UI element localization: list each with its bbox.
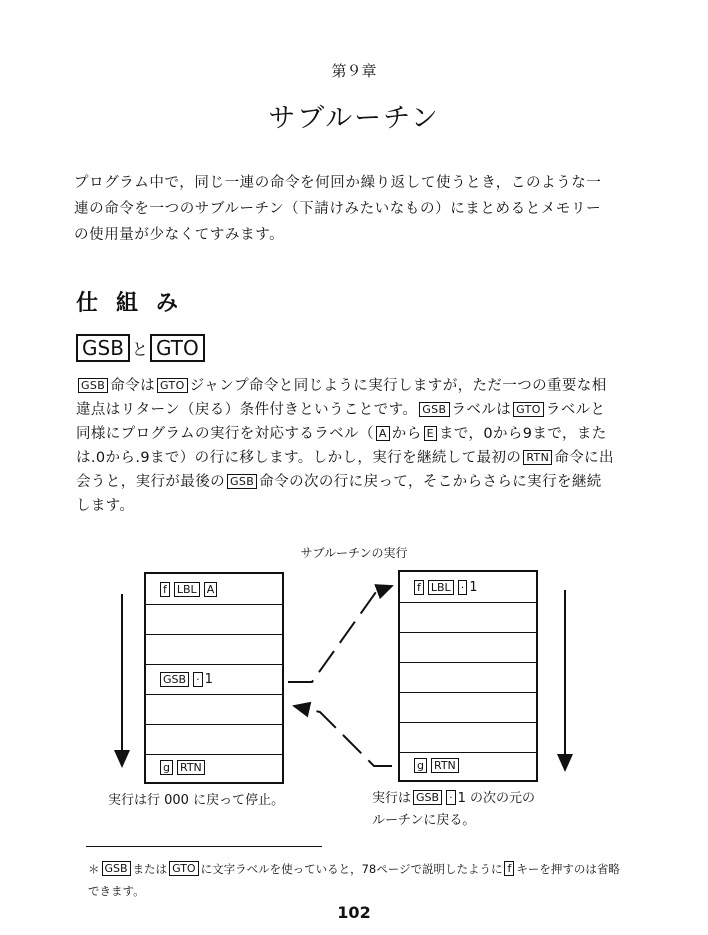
gsb-key: GSB <box>413 790 442 805</box>
label-digit: 1 <box>204 672 213 687</box>
gto-key: GTO <box>157 378 188 393</box>
g-key: g <box>160 760 173 775</box>
body-text: ラベルは <box>451 402 512 418</box>
gsb-key: GSB <box>76 334 130 362</box>
body-text: 命令は <box>110 378 155 394</box>
body-text: から <box>391 426 422 442</box>
g-key: g <box>414 758 427 773</box>
rtn-key: RTN <box>177 760 205 775</box>
a-key: A <box>204 582 218 597</box>
page-number: 102 <box>337 903 371 922</box>
return-arrow <box>294 706 392 766</box>
note-text: ルーチンに戻る。 <box>372 813 476 828</box>
left-note: 実行は行 000 に戻って停止。 <box>108 793 285 808</box>
lbl-key: LBL <box>428 580 454 595</box>
body-text: まで，0から9まで，または.0から.9まで）の行に移します。しかし，実行を継続して最初の <box>76 426 607 466</box>
f-key: f <box>160 582 170 597</box>
dot-key: · <box>193 672 203 687</box>
page-title: サブルーチン <box>268 103 440 134</box>
intro-paragraph: プログラム中で，同じ一連の命令を何回か繰り返して使うとき，このような一連の命令を一つのサブルーチン（下請けみたいなもの）にまとめるとメモリーの使用量が少なくてすみます。 <box>74 175 602 243</box>
footnote-text: に文字ラベルを使っていると，78ページで説明したように <box>200 862 503 876</box>
diagram-caption: サブルーチンの実行 <box>300 546 408 560</box>
note-text: 実行は <box>372 791 412 806</box>
note-text: 1 の次の元の <box>457 791 535 806</box>
rtn-key: RTN <box>431 758 459 773</box>
gsb-key: GSB <box>160 672 189 687</box>
a-key: A <box>376 426 390 441</box>
jump-arrow <box>288 586 392 682</box>
gsb-key: GSB <box>102 861 131 876</box>
gsb-key: GSB <box>227 474 257 489</box>
footnote-text: または <box>132 862 168 876</box>
footnote <box>88 858 628 902</box>
gto-key: GTO <box>150 334 205 362</box>
gsb-key: GSB <box>419 402 449 417</box>
dot-key: · <box>458 580 468 595</box>
gto-key: GTO <box>169 861 199 876</box>
f-key: f <box>504 861 514 876</box>
body-text: ラベルと同様にプログラムの実行を対応するラベル（ <box>76 402 606 442</box>
footnote-rule <box>86 846 322 847</box>
gsb-key: GSB <box>78 378 108 393</box>
section-heading: 仕組み <box>76 291 197 316</box>
label-digit: 1 <box>469 580 478 595</box>
e-key: E <box>424 426 437 441</box>
gto-key: GTO <box>513 402 544 417</box>
lbl-key: LBL <box>174 582 200 597</box>
body-text: 命令に出会うと，実行が最後の <box>76 450 614 490</box>
right-note <box>372 788 612 832</box>
chapter-label: 第９章 <box>331 62 377 80</box>
footnote-text: キーを押すのは省略できます。 <box>88 862 620 898</box>
body-text: 命令の次の行に戻って，そこからさらに実行を継続します。 <box>76 474 602 514</box>
body-text: ジャンプ命令と同じように実行しますが，ただ一つの重要な相違点はリターン（戻る）条件付きということです。 <box>76 378 607 418</box>
rtn-key: RTN <box>523 450 552 465</box>
f-key: f <box>414 580 424 595</box>
dot-key: · <box>446 790 456 805</box>
subhead-conjunction: と <box>131 339 148 359</box>
footnote-mark: ＊ <box>88 862 100 876</box>
